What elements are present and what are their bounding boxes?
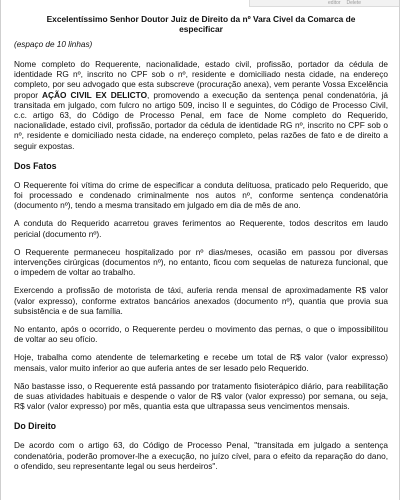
fatos-paragraph-7: Não bastasse isso, o Requerente está passando por tratamento fisioterápico diário, para reabilitação de suas atividades habituais e despende o valor de R$ valor (valor expresso) por semana, ou seja, R$ valor (valor expresso) por mês, quantia esta que ultrapassa seus vencimentos mensais.: [14, 380, 388, 412]
toolbar-item-delete[interactable]: Delete: [346, 0, 361, 6]
intro-text-before: Nome completo do Requerente, nacionalidade, estado civil, profissão, portador da cédula de identidade RG nº, inscrito no CPF sob o nº, residente e domiciliado nesta cidade, na endereço completo, por seu advogado que esta subscreve (procuração anexa), vem perante Vossa Excelência propor: [14, 59, 388, 100]
intro-paragraph: [14, 59, 388, 151]
section-heading-fatos: Dos Fatos: [14, 160, 57, 171]
intro-text-after: , promovendo a execução da sentença penal condenatória, já transitada em julgado, com fulcro no artigo 509, inciso II e seguintes, do Código de Processo Civil, c.c. artigo 63, do Código de Processo Penal, em face de Nome completo do Requerido, nacionalidade, estado civil, profissão, portador da cédula de identidade RG nº, inscrito no CPF sob o nº, residente e domiciliado nesta cidade, na endereço completo, pelas razões de fato e de direito a seguir expostas.: [14, 89, 388, 151]
fatos-paragraph-1: O Requerente foi vítima do crime de especificar a conduta delituosa, praticado pelo Requerido, que foi processado e condenado criminalmente nos autos nº, conforme sentença condenatória (documento nº), tendo a mesma transitado em julgado em dia de mês de ano.: [14, 179, 388, 211]
document-body: [14, 14, 388, 471]
spacing-note: (espaço de 10 linhas): [14, 40, 93, 49]
section-heading-direito: Do Direito: [14, 421, 57, 432]
toolbar-item-editor[interactable]: editor: [328, 0, 341, 6]
action-name: AÇÃO CIVIL EX DELICTO: [42, 89, 148, 100]
fatos-paragraph-2: A conduta do Requerido acarretou graves ferimentos ao Requerente, todos descritos em laudo pericial (documento nº).: [14, 218, 388, 239]
fatos-paragraph-6: Hoje, trabalha como atendente de telemarketing e recebe um total de R$ valor (valor expresso) mensais, valor muito inferior ao que auferia antes de ser lesado pelo Requerido.: [14, 352, 388, 373]
fatos-paragraph-3: O Requerente permaneceu hospitalizado por nº dias/meses, ocasião em passou por diversas intervenções cirúrgicas (documentos nº), no entanto, ficou com sequelas de natureza funcional, que o impedem de voltar ao trabalho.: [14, 246, 388, 278]
fatos-paragraph-5: No entanto, após o ocorrido, o Requerente perdeu o movimento das pernas, o que o impossibilitou de voltar ao seu ofício.: [14, 324, 388, 345]
toolbar-strip: [249, 0, 399, 7]
fatos-paragraph-4: Exercendo a profissão de motorista de táxi, auferia renda mensal de aproximadamente R$ valor (valor expresso), conforme extratos bancários anexados (documento nº), quantia que provia sua subsistência e de sua família.: [14, 285, 388, 316]
document-title: Excelentíssimo Senhor Doutor Juiz de Direito da nº Vara Civel da Comarca de especificar: [46, 14, 356, 34]
direito-paragraph-1: De acordo com o artigo 63, do Código de Processo Penal, "transitada em julgado a sentença condenatória, poderão promover-lhe a execução, no juízo cível, para o efeito da reparação do dano, o ofendido, seu representante legal ou seus herdeiros".: [14, 440, 388, 471]
